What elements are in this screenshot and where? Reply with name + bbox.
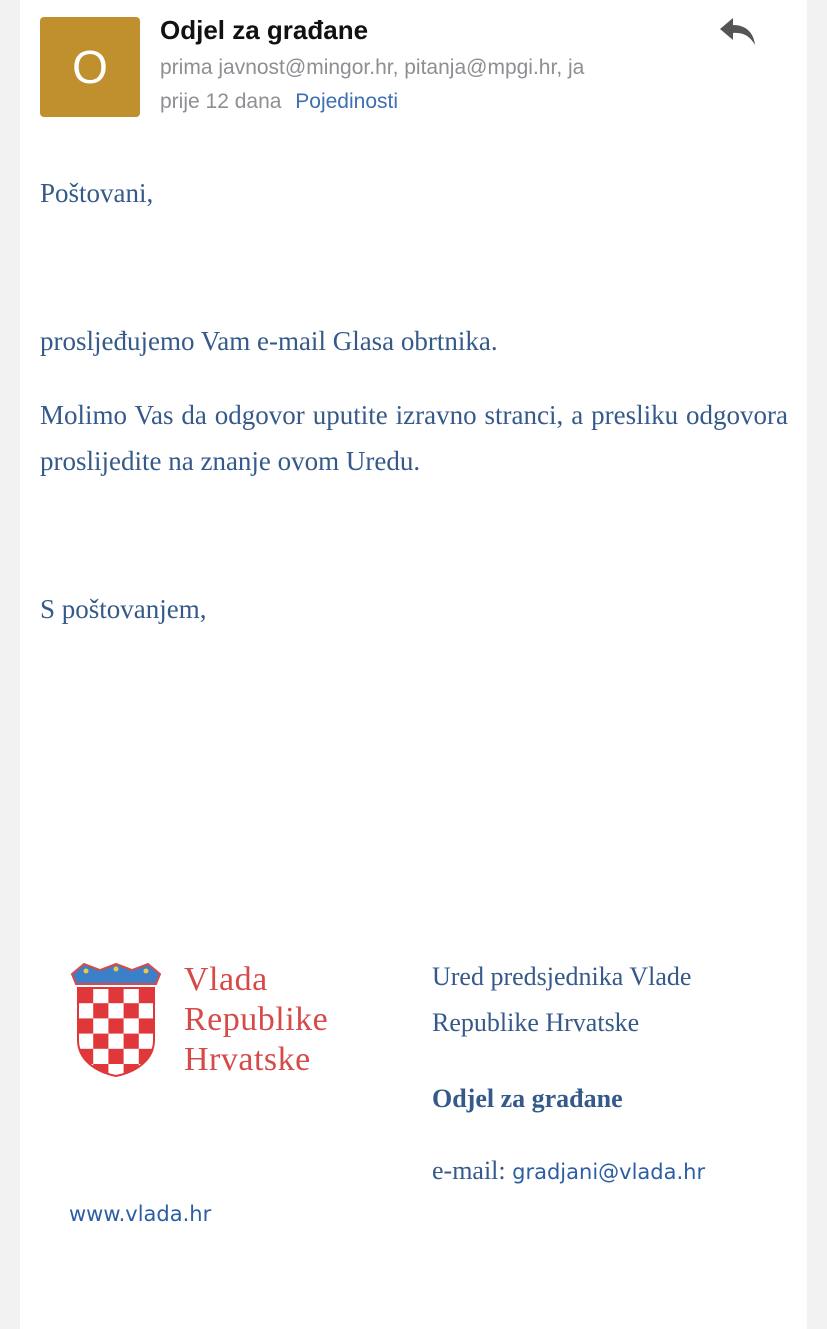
office-line-2: Republike Hrvatske (432, 1008, 640, 1037)
logo-line-3: Hrvatske (184, 1041, 311, 1078)
logo-line-2: Republike (184, 1001, 329, 1038)
website-link[interactable]: www.vlada.hr (69, 1202, 212, 1226)
body-line-1: prosljeđujemo Vam e-mail Glasa obrtnika. (40, 326, 498, 356)
closing: S poštovanjem, (40, 594, 207, 624)
greeting: Poštovani, (40, 178, 154, 208)
received-time: prije 12 dana (160, 90, 282, 113)
reply-icon[interactable] (717, 14, 759, 50)
body-line-2: Molimo Vas da odgovor uputite izravno stranci, a presliku odgovora proslijedite na znanje ovom Uredu. (40, 400, 788, 476)
email-label: e-mail: (432, 1156, 506, 1185)
meta-row (160, 90, 398, 114)
email-row (432, 1156, 705, 1186)
office-line-1: Ured predsjednika Vlade (432, 962, 692, 991)
sender-avatar[interactable] (40, 17, 140, 117)
avatar-letter: O (72, 41, 108, 93)
details-link[interactable]: Pojedinosti (295, 90, 399, 113)
recipients-line: prima javnost@mingor.hr, pitanja@mpgi.hr, ja (160, 56, 585, 79)
email-link[interactable]: gradjani@vlada.hr (512, 1160, 706, 1184)
logo-line-1: Vlada (184, 961, 268, 998)
logo-wordmark (184, 960, 328, 1080)
department-name: Odjel za građane (432, 1084, 623, 1113)
croatian-coat-of-arms-icon (70, 960, 162, 1080)
email-card (20, 0, 807, 1329)
government-logo (70, 960, 370, 1082)
sender-name: Odjel za građane (160, 15, 369, 45)
